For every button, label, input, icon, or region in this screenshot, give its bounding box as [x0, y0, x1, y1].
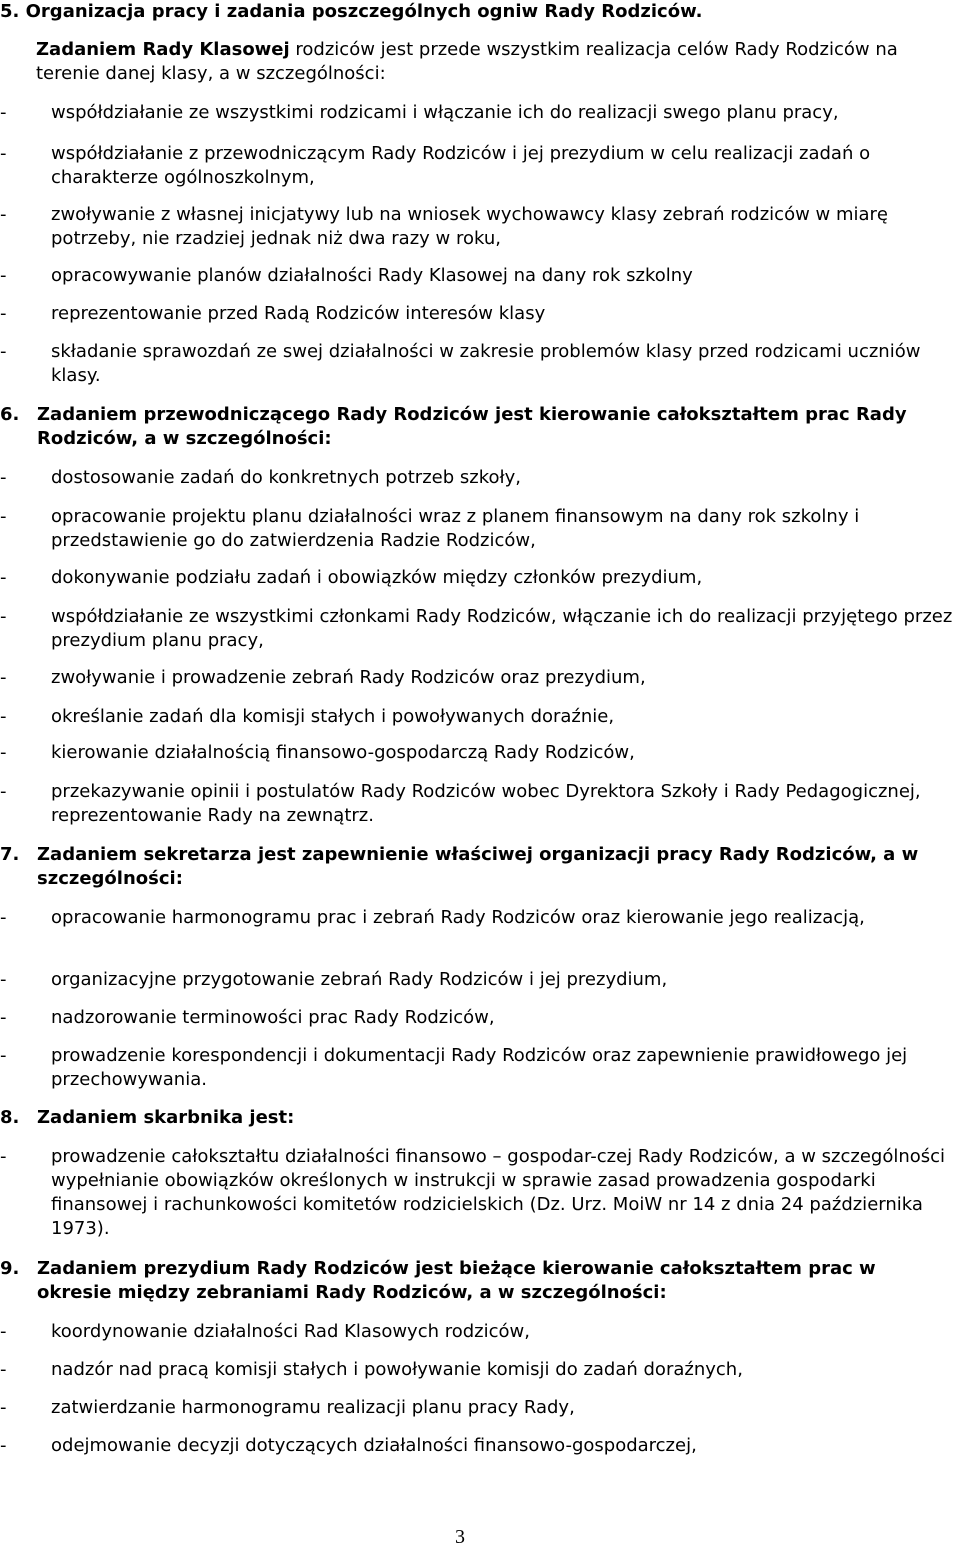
list-item-text: organizacyjne przygotowanie zebrań Rady Rodziców i jej prezydium, [51, 969, 668, 990]
list-item-text: koordynowanie działalności Rad Klasowych rodziców, [51, 1321, 530, 1342]
list-dash: - [0, 667, 7, 688]
list-dash: - [0, 341, 7, 362]
section-7-number: 7. [0, 844, 20, 865]
list-dash: - [0, 567, 7, 588]
list-item [0, 1396, 958, 1420]
list-item-text: zwoływanie z własnej inicjatywy lub na wniosek wychowawcy klasy zebrań rodziców w miarę potrzeby, nie rzadziej jednak niż dwa razy w roku, [51, 204, 889, 249]
list-item [0, 605, 958, 653]
list-dash: - [0, 781, 7, 802]
list-item-text: określanie zadań dla komisji stałych i powoływanych doraźnie, [51, 706, 615, 727]
list-item [0, 741, 958, 765]
list-item-text: opracowywanie planów działalności Rady Klasowej na dany rok szkolny [51, 265, 693, 286]
section-7-heading: Zadaniem sekretarza jest zapewnienie właściwej organizacji pracy Rady Rodziców, a w szczególności: [37, 844, 919, 889]
section-9-number: 9. [0, 1258, 20, 1279]
section-5-title: 5. Organizacja pracy i zadania poszczególnych ogniw Rady Rodziców. [0, 1, 703, 22]
list-dash: - [0, 742, 7, 763]
list-dash: - [0, 102, 7, 123]
list-dash: - [0, 143, 7, 164]
section-9-heading: Zadaniem prezydium Rady Rodziców jest bieżące kierowanie całokształtem prac w okresie między zebraniami Rady Rodziców, a w szczególności: [37, 1258, 876, 1303]
list-item-text: nadzorowanie terminowości prac Rady Rodziców, [51, 1007, 495, 1028]
list-item [0, 203, 958, 251]
list-dash: - [0, 1007, 7, 1028]
list-item [0, 705, 958, 729]
list-item-text: opracowanie projektu planu działalności wraz z planem finansowym na dany rok szkolny i przedstawienie go do zatwierdzenia Radzie Rodziców, [51, 506, 860, 551]
list-item [0, 101, 958, 125]
list-item [0, 1358, 958, 1382]
list-dash: - [0, 1146, 7, 1167]
list-item [0, 142, 958, 190]
list-item [0, 968, 958, 992]
section-8-heading: Zadaniem skarbnika jest: [37, 1107, 295, 1128]
list-item-text: prowadzenie całokształtu działalności finansowo – gospodar-czej Rady Rodziców, a w szczególności wypełnianie obowiązków określonych w instrukcji w sprawie zasad prowadzenia gospodarki finansowej i rachunkowości komitetów rodzicielskich (Dz. Urz. MoiW nr 14 z dnia 24 października 1973). [51, 1146, 946, 1239]
list-item-text: składanie sprawozdań ze swej działalności w zakresie problemów klasy przed rodzicami uczniów klasy. [51, 341, 921, 386]
list-item [0, 566, 958, 590]
list-item [0, 906, 958, 930]
list-item [0, 1434, 958, 1458]
list-item [0, 302, 958, 326]
list-dash: - [0, 265, 7, 286]
list-item [0, 780, 958, 828]
section-8-number: 8. [0, 1107, 20, 1128]
list-item [0, 666, 958, 690]
section-7-title [0, 843, 930, 891]
list-dash: - [0, 1397, 7, 1418]
list-dash: - [0, 204, 7, 225]
section-9-title [0, 1257, 930, 1305]
section-6-heading: Zadaniem przewodniczącego Rady Rodziców jest kierowanie całokształtem prac Rady Rodziców, a w szczególności: [37, 404, 907, 449]
list-item-text: współdziałanie ze wszystkimi członkami Rady Rodziców, włączanie ich do realizacji przyjętego przez prezydium planu pracy, [51, 606, 953, 651]
list-dash: - [0, 706, 7, 727]
list-dash: - [0, 506, 7, 527]
list-item-text: współdziałanie ze wszystkimi rodzicami i włączanie ich do realizacji swego planu pracy, [51, 102, 839, 123]
list-item [0, 264, 958, 288]
list-item-text: odejmowanie decyzji dotyczących działalności finansowo-gospodarczej, [51, 1435, 697, 1456]
section-5-intro [36, 38, 936, 86]
list-item-text: reprezentowanie przed Radą Rodziców interesów klasy [51, 303, 546, 324]
list-item-text: zwoływanie i prowadzenie zebrań Rady Rodziców oraz prezydium, [51, 667, 646, 688]
list-dash: - [0, 606, 7, 627]
list-item-text: prowadzenie korespondencji i dokumentacji Rady Rodziców oraz zapewnienie prawidłowego jej przechowywania. [51, 1045, 908, 1090]
list-dash: - [0, 467, 7, 488]
section-6-number: 6. [0, 404, 20, 425]
list-item [0, 1145, 958, 1241]
list-dash: - [0, 1045, 7, 1066]
list-item-text: przekazywanie opinii i postulatów Rady Rodziców wobec Dyrektora Szkoły i Rady Pedagogicznej, reprezentowanie Rady na zewnątrz. [51, 781, 921, 826]
list-item [0, 466, 958, 490]
page-number: 3 [455, 1526, 465, 1548]
list-dash: - [0, 303, 7, 324]
list-item [0, 1006, 958, 1030]
list-item-text: kierowanie działalnością finansowo-gospodarczą Rady Rodziców, [51, 742, 635, 763]
list-item-text: dostosowanie zadań do konkretnych potrzeb szkoły, [51, 467, 521, 488]
list-dash: - [0, 1435, 7, 1456]
list-item-text: dokonywanie podziału zadań i obowiązków między członków prezydium, [51, 567, 703, 588]
list-item-text: zatwierdzanie harmonogramu realizacji planu pracy Rady, [51, 1397, 575, 1418]
section-8-title [0, 1106, 930, 1130]
section-5-intro-bold: Zadaniem Rady Klasowej [36, 39, 290, 60]
list-dash: - [0, 969, 7, 990]
list-dash: - [0, 907, 7, 928]
section-5-intro-rest: rodziców jest przede wszystkim realizacja celów Rady Rodziców na terenie danej klasy, a w szczególności: [36, 39, 898, 84]
section-6-title [0, 403, 930, 451]
list-item [0, 340, 958, 388]
list-item-text: współdziałanie z przewodniczącym Rady Rodziców i jej prezydium w celu realizacji zadań o charakterze ogólnoszkolnym, [51, 143, 871, 188]
list-dash: - [0, 1359, 7, 1380]
list-item-text: opracowanie harmonogramu prac i zebrań Rady Rodziców oraz kierowanie jego realizacją, [51, 907, 865, 928]
list-item [0, 1320, 958, 1344]
list-item [0, 1044, 958, 1092]
list-item [0, 505, 958, 553]
list-item-text: nadzór nad pracą komisji stałych i powoływanie komisji do zadań doraźnych, [51, 1359, 743, 1380]
list-dash: - [0, 1321, 7, 1342]
